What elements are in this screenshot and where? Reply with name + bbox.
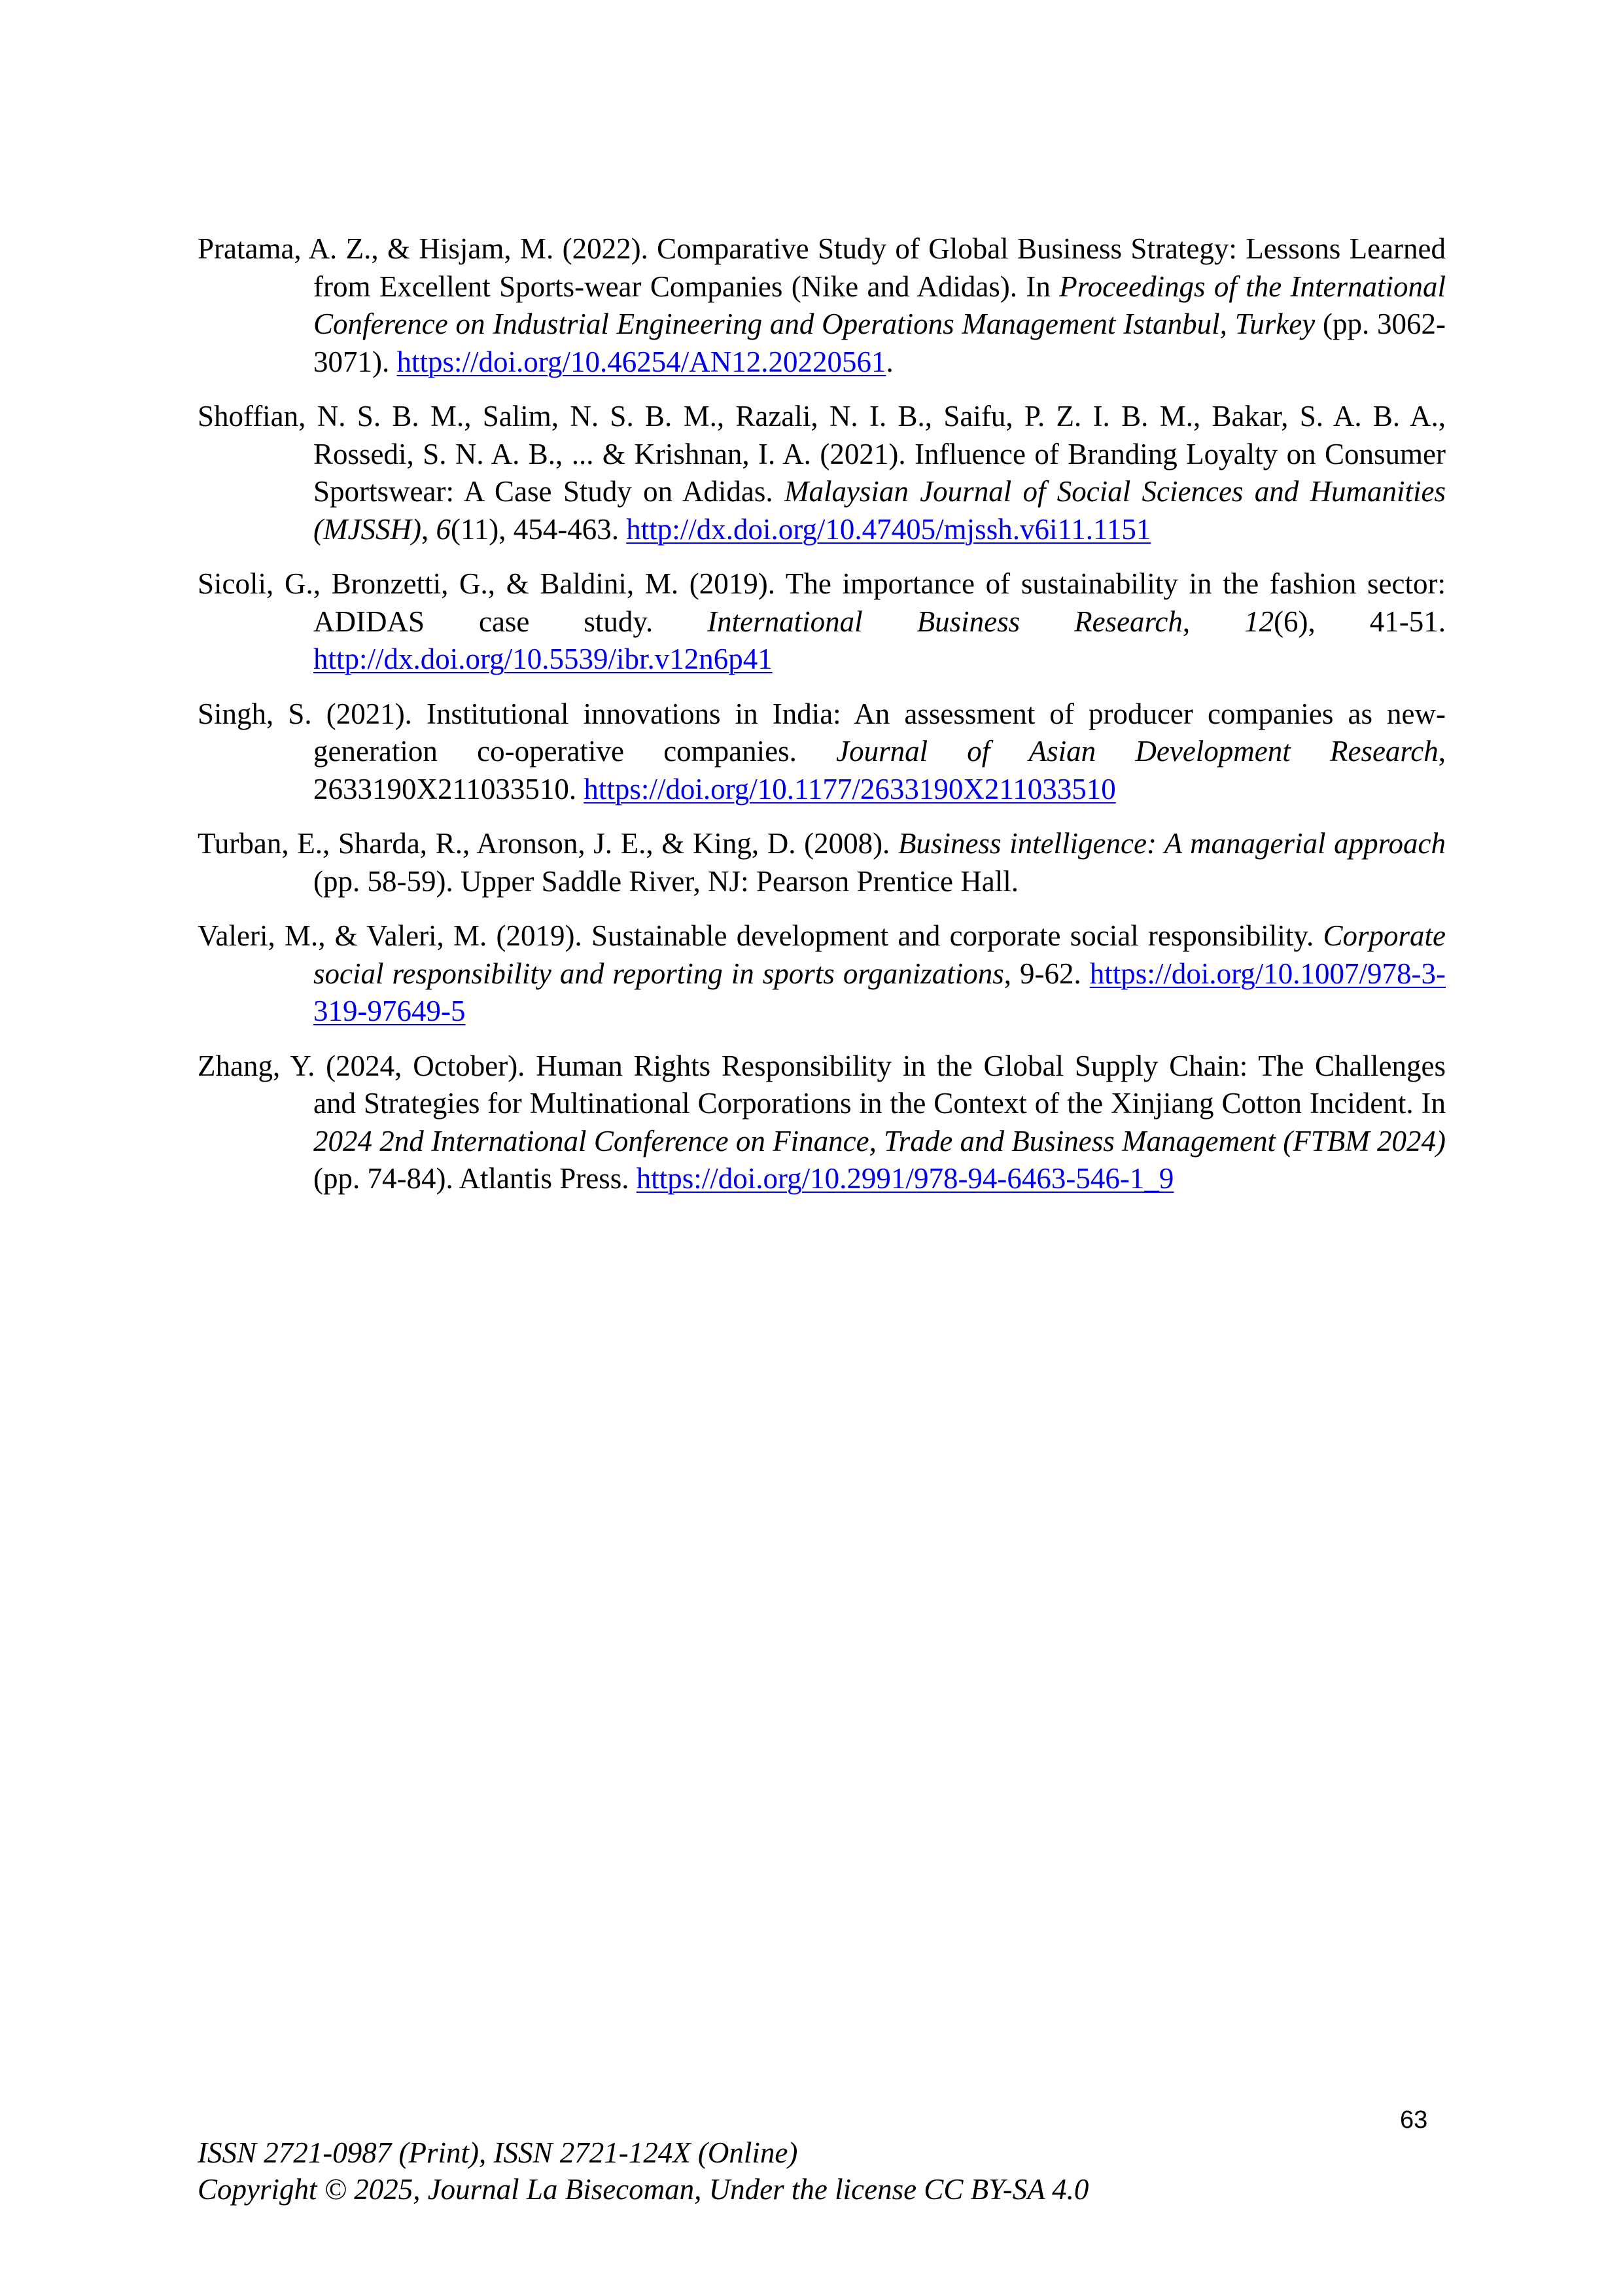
doi-link[interactable]: https://doi.org/10.46254/AN12.20220561 <box>396 345 886 378</box>
reference-text: Valeri, M., & Valeri, M. (2019). Sustainable development and corporate social responsibility. <box>198 919 1323 952</box>
reference-text: , 2633190X211033510. <box>313 735 1446 805</box>
reference-text: , <box>421 512 436 546</box>
reference-text: , 9-62. <box>1003 957 1090 990</box>
reference-entry <box>198 398 1446 548</box>
reference-text: . <box>886 345 894 378</box>
reference-text: (pp. 3062-3071). <box>313 308 1446 378</box>
reference-entry <box>198 230 1446 381</box>
reference-text: Pratama, A. Z., & Hisjam, M. (2022). Comparative Study of Global Business Strategy: Lessons Learned from Excellent Sports-wear Companies (Nike and Adidas). In <box>198 232 1446 303</box>
doi-link[interactable]: http://dx.doi.org/10.5539/ibr.v12n6p41 <box>313 643 773 675</box>
doi-link[interactable]: https://doi.org/10.1177/2633190X211033510 <box>584 772 1116 805</box>
reference-text: Turban, E., Sharda, R., Aronson, J. E., & King, D. (2008). <box>198 827 898 860</box>
reference-source-title: Malaysian Journal of Social Sciences and Humanities (MJSSH) <box>313 475 1446 546</box>
reference-source-title: 12 <box>1244 605 1274 638</box>
reference-text: (pp. 74-84). Atlantis Press. <box>313 1162 637 1195</box>
reference-text: , <box>1182 605 1245 638</box>
reference-source-title: Journal of Asian Development Research <box>836 735 1439 768</box>
page-footer <box>198 2134 1089 2208</box>
page-number: 63 <box>1400 2106 1428 2134</box>
reference-text: (6), 41-51. <box>1274 605 1446 638</box>
reference-text: Sicoli, G., Bronzetti, G., & Baldini, M. (2019). The importance of sustainability in the fashion sector: ADIDAS case study. <box>198 567 1446 638</box>
reference-text: (pp. 58-59). Upper Saddle River, NJ: Pearson Prentice Hall. <box>313 864 1019 898</box>
footer-issn: ISSN 2721-0987 (Print), ISSN 2721-124X (Online) <box>198 2136 798 2169</box>
reference-text: Singh, S. (2021). Institutional innovations in India: An assessment of producer companies as new-generation co-operative companies. <box>198 697 1446 768</box>
reference-source-title: Corporate social responsibility and reporting in sports organizations <box>313 919 1446 990</box>
reference-source-title: 6 <box>436 512 451 546</box>
doi-link[interactable]: https://doi.org/10.2991/978-94-6463-546-1_9 <box>636 1162 1174 1195</box>
reference-text: (11), 454-463. <box>450 512 627 546</box>
reference-entry <box>198 565 1446 679</box>
footer-copyright: Copyright © 2025, Journal La Bisecoman, Under the license CC BY-SA 4.0 <box>198 2173 1089 2206</box>
reference-entry <box>198 825 1446 900</box>
reference-source-title: 2024 2nd International Conference on Finance, Trade and Business Management (FTBM 2024) <box>313 1124 1446 1157</box>
reference-source-title: Business intelligence: A managerial approach <box>898 827 1446 860</box>
reference-entry <box>198 1048 1446 1198</box>
reference-text: Zhang, Y. (2024, October). Human Rights Responsibility in the Global Supply Chain: The Challenges and Strategies for Multinational Corporations in the Context of the Xinjiang Cotton Incident. In <box>198 1049 1446 1120</box>
doi-link[interactable]: http://dx.doi.org/10.47405/mjssh.v6i11.1151 <box>626 512 1151 546</box>
reference-source-title: Proceedings of the International Conference on Industrial Engineering and Operations Management Istanbul, Turkey <box>313 270 1446 340</box>
reference-text: Shoffian, N. S. B. M., Salim, N. S. B. M., Razali, N. I. B., Saifu, P. Z. I. B. M., Bakar, S. A. B. A., Rossedi, S. N. A. B., ... & Krishnan, I. A. (2021). Influence of Branding Loyalty on Consumer Sportswear: A Case Study on Adidas. <box>198 400 1446 508</box>
reference-entry <box>198 917 1446 1031</box>
reference-source-title: International Business Research <box>707 605 1183 638</box>
reference-list <box>198 230 1446 1215</box>
doi-link[interactable]: https://doi.org/10.1007/978-3-319-97649-5 <box>313 957 1446 1027</box>
reference-entry <box>198 696 1446 809</box>
